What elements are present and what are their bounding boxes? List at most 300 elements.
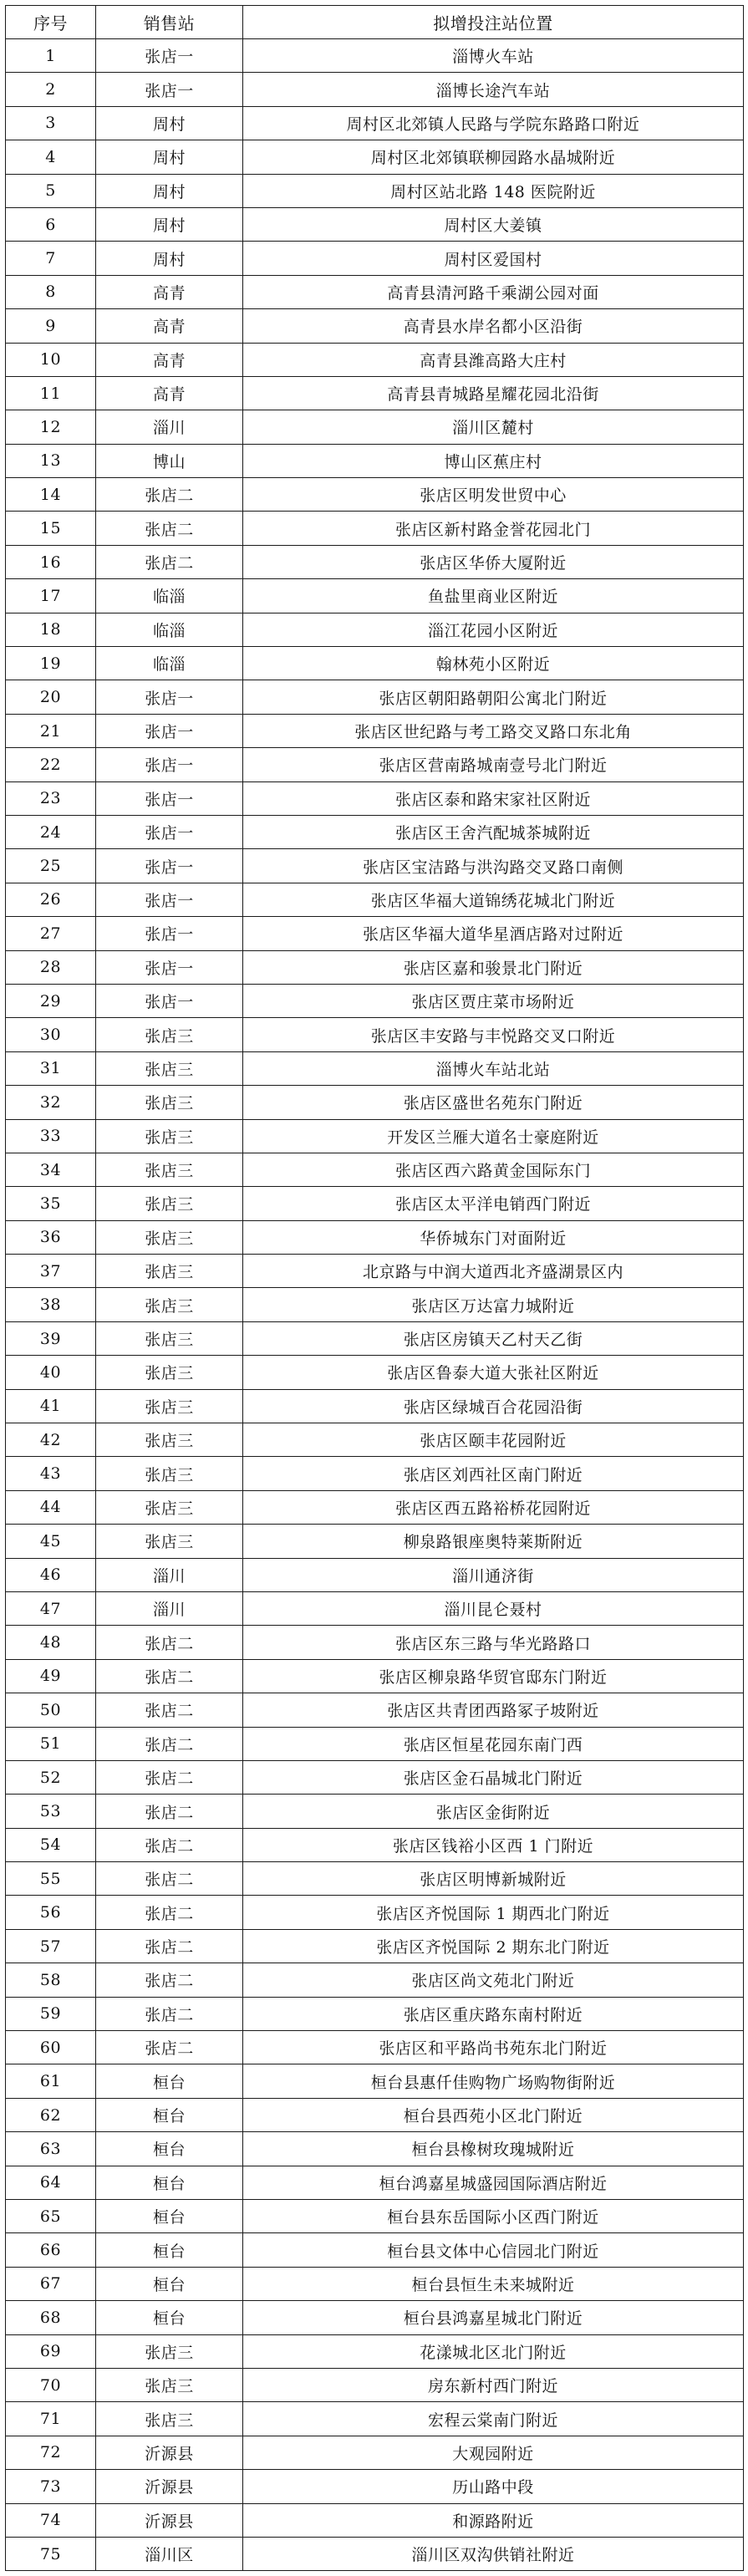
sales-station-cell: 张店一 bbox=[96, 815, 243, 848]
serial-number-cell: 12 bbox=[6, 410, 96, 444]
table-row bbox=[6, 1591, 744, 1625]
serial-number-cell: 24 bbox=[6, 815, 96, 848]
header-proposed-location: 拟增投注站位置 bbox=[243, 6, 744, 39]
serial-number-cell: 59 bbox=[6, 1997, 96, 2030]
location-cell: 大观园附近 bbox=[243, 2436, 744, 2469]
serial-number-cell: 11 bbox=[6, 376, 96, 410]
serial-number-cell: 65 bbox=[6, 2200, 96, 2233]
location-cell: 周村区站北路 148 医院附近 bbox=[243, 174, 744, 207]
sales-station-cell: 周村 bbox=[96, 207, 243, 241]
location-cell: 周村区大姜镇 bbox=[243, 207, 744, 241]
location-cell: 张店区金石晶城北门附近 bbox=[243, 1760, 744, 1794]
sales-station-cell: 张店三 bbox=[96, 1457, 243, 1490]
sales-station-cell: 张店一 bbox=[96, 984, 243, 1017]
sales-station-cell: 张店一 bbox=[96, 39, 243, 73]
serial-number-cell: 8 bbox=[6, 275, 96, 308]
table-row bbox=[6, 2334, 744, 2368]
location-cell: 桓台县橡树玫瑰城附近 bbox=[243, 2132, 744, 2166]
table-row bbox=[6, 1119, 744, 1153]
sales-station-cell: 张店二 bbox=[96, 1626, 243, 1659]
table-row bbox=[6, 1187, 744, 1220]
table-row bbox=[6, 1963, 744, 1997]
location-cell: 张店区世纪路与考工路交叉路口东北角 bbox=[243, 714, 744, 747]
location-cell: 张店区丰安路与丰悦路交叉口附近 bbox=[243, 1018, 744, 1051]
serial-number-cell: 33 bbox=[6, 1119, 96, 1153]
location-cell: 张店区贾庄菜市场附近 bbox=[243, 984, 744, 1017]
sales-station-cell: 张店三 bbox=[96, 1423, 243, 1457]
table-row bbox=[6, 2098, 744, 2131]
serial-number-cell: 36 bbox=[6, 1220, 96, 1254]
serial-number-cell: 73 bbox=[6, 2470, 96, 2503]
sales-station-cell: 高青 bbox=[96, 376, 243, 410]
location-cell: 张店区华福大道锦绣花城北门附近 bbox=[243, 883, 744, 916]
serial-number-cell: 26 bbox=[6, 883, 96, 916]
location-cell: 高青县清河路千乘湖公园对面 bbox=[243, 275, 744, 308]
table-row bbox=[6, 207, 744, 241]
serial-number-cell: 18 bbox=[6, 613, 96, 646]
sales-station-cell: 周村 bbox=[96, 140, 243, 174]
serial-number-cell: 19 bbox=[6, 647, 96, 680]
table-row bbox=[6, 1862, 744, 1896]
sales-station-cell: 沂源县 bbox=[96, 2470, 243, 2503]
sales-station-cell: 高青 bbox=[96, 343, 243, 376]
serial-number-cell: 54 bbox=[6, 1828, 96, 1861]
location-cell: 张店区新村路金誉花园北门 bbox=[243, 512, 744, 545]
serial-number-cell: 28 bbox=[6, 950, 96, 984]
serial-number-cell: 44 bbox=[6, 1490, 96, 1524]
table-row bbox=[6, 1795, 744, 1828]
table-row bbox=[6, 545, 744, 578]
location-cell: 开发区兰雁大道名士豪庭附近 bbox=[243, 1119, 744, 1153]
location-cell: 张店区盛世名苑东门附近 bbox=[243, 1086, 744, 1119]
table-row bbox=[6, 1896, 744, 1929]
table-row bbox=[6, 2402, 744, 2436]
sales-station-cell: 淄川 bbox=[96, 410, 243, 444]
table-row bbox=[6, 1423, 744, 1457]
sales-station-cell: 张店二 bbox=[96, 1659, 243, 1693]
table-row bbox=[6, 1760, 744, 1794]
sales-station-cell: 张店二 bbox=[96, 1997, 243, 2030]
sales-station-cell: 张店二 bbox=[96, 1963, 243, 1997]
location-cell: 张店区明博新城附近 bbox=[243, 1862, 744, 1896]
table-row bbox=[6, 1356, 744, 1389]
location-cell: 桓台县惠仟佳购物广场购物街附近 bbox=[243, 2064, 744, 2098]
serial-number-cell: 35 bbox=[6, 1187, 96, 1220]
table-row bbox=[6, 1321, 744, 1355]
location-cell: 张店区王舍汽配城茶城附近 bbox=[243, 815, 744, 848]
location-cell: 张店区西六路黄金国际东门 bbox=[243, 1153, 744, 1186]
location-cell: 张店区营南路城南壹号北门附近 bbox=[243, 748, 744, 781]
sales-station-cell: 张店二 bbox=[96, 1828, 243, 1861]
table-row bbox=[6, 1255, 744, 1288]
serial-number-cell: 47 bbox=[6, 1591, 96, 1625]
sales-station-cell: 淄川 bbox=[96, 1558, 243, 1591]
location-cell: 历山路中段 bbox=[243, 2470, 744, 2503]
serial-number-cell: 22 bbox=[6, 748, 96, 781]
table-row bbox=[6, 512, 744, 545]
table-row bbox=[6, 2166, 744, 2199]
table-row bbox=[6, 410, 744, 444]
serial-number-cell: 21 bbox=[6, 714, 96, 747]
table-row bbox=[6, 714, 744, 747]
sales-station-cell: 周村 bbox=[96, 242, 243, 275]
table-row bbox=[6, 1828, 744, 1861]
sales-station-cell: 沂源县 bbox=[96, 2503, 243, 2537]
table-row bbox=[6, 917, 744, 950]
sales-station-cell: 张店一 bbox=[96, 849, 243, 883]
serial-number-cell: 16 bbox=[6, 545, 96, 578]
table-row bbox=[6, 1997, 744, 2030]
table-row bbox=[6, 376, 744, 410]
sales-station-cell: 张店三 bbox=[96, 2402, 243, 2436]
serial-number-cell: 50 bbox=[6, 1693, 96, 1727]
sales-station-cell: 周村 bbox=[96, 174, 243, 207]
serial-number-cell: 5 bbox=[6, 174, 96, 207]
serial-number-cell: 52 bbox=[6, 1760, 96, 1794]
sales-station-cell: 张店三 bbox=[96, 2368, 243, 2401]
table-row bbox=[6, 1018, 744, 1051]
sales-station-cell: 淄川区 bbox=[96, 2537, 243, 2570]
table-body bbox=[6, 39, 744, 2571]
table-row bbox=[6, 444, 744, 477]
sales-station-cell: 张店二 bbox=[96, 1929, 243, 1963]
serial-number-cell: 40 bbox=[6, 1356, 96, 1389]
location-cell: 周村区爱国村 bbox=[243, 242, 744, 275]
location-cell: 张店区西五路裕桥花园附近 bbox=[243, 1490, 744, 1524]
location-cell: 周村区北郊镇人民路与学院东路路口附近 bbox=[243, 106, 744, 140]
sales-station-cell: 张店二 bbox=[96, 1896, 243, 1929]
table-row bbox=[6, 1086, 744, 1119]
serial-number-cell: 41 bbox=[6, 1389, 96, 1423]
sales-station-cell: 沂源县 bbox=[96, 2436, 243, 2469]
location-cell: 张店区钱裕小区西 1 门附近 bbox=[243, 1828, 744, 1861]
serial-number-cell: 6 bbox=[6, 207, 96, 241]
serial-number-cell: 72 bbox=[6, 2436, 96, 2469]
sales-station-cell: 桓台 bbox=[96, 2132, 243, 2166]
sales-station-cell: 张店一 bbox=[96, 781, 243, 815]
location-cell: 淄博长途汽车站 bbox=[243, 73, 744, 106]
location-cell: 淄川通济街 bbox=[243, 1558, 744, 1591]
location-cell: 张店区房镇天乙村天乙街 bbox=[243, 1321, 744, 1355]
serial-number-cell: 34 bbox=[6, 1153, 96, 1186]
sales-station-cell: 张店三 bbox=[96, 2334, 243, 2368]
table-row bbox=[6, 2200, 744, 2233]
table-row bbox=[6, 2132, 744, 2166]
serial-number-cell: 56 bbox=[6, 1896, 96, 1929]
table-row bbox=[6, 748, 744, 781]
serial-number-cell: 39 bbox=[6, 1321, 96, 1355]
table-row bbox=[6, 343, 744, 376]
serial-number-cell: 9 bbox=[6, 309, 96, 343]
sales-station-cell: 张店一 bbox=[96, 680, 243, 714]
location-cell: 张店区重庆路东南村附近 bbox=[243, 1997, 744, 2030]
location-cell: 宏程云棠南门附近 bbox=[243, 2402, 744, 2436]
sales-station-cell: 周村 bbox=[96, 106, 243, 140]
sales-station-cell: 张店二 bbox=[96, 2031, 243, 2064]
serial-number-cell: 1 bbox=[6, 39, 96, 73]
serial-number-cell: 53 bbox=[6, 1795, 96, 1828]
serial-number-cell: 32 bbox=[6, 1086, 96, 1119]
sales-station-cell: 张店三 bbox=[96, 1389, 243, 1423]
sales-station-cell: 张店一 bbox=[96, 714, 243, 747]
sales-station-cell: 桓台 bbox=[96, 2301, 243, 2334]
sales-station-cell: 张店二 bbox=[96, 1862, 243, 1896]
location-cell: 张店区颐丰花园附近 bbox=[243, 1423, 744, 1457]
sales-station-cell: 张店二 bbox=[96, 1760, 243, 1794]
sales-station-cell: 张店三 bbox=[96, 1525, 243, 1558]
location-cell: 博山区蕉庄村 bbox=[243, 444, 744, 477]
serial-number-cell: 63 bbox=[6, 2132, 96, 2166]
sales-station-cell: 淄川 bbox=[96, 1591, 243, 1625]
table-row bbox=[6, 39, 744, 73]
table-row bbox=[6, 815, 744, 848]
location-cell: 高青县水岸名都小区沿街 bbox=[243, 309, 744, 343]
table-row bbox=[6, 1490, 744, 1524]
table-row bbox=[6, 1693, 744, 1727]
location-cell: 张店区和平路尚书苑东北门附近 bbox=[243, 2031, 744, 2064]
location-cell: 和源路附近 bbox=[243, 2503, 744, 2537]
serial-number-cell: 43 bbox=[6, 1457, 96, 1490]
location-cell: 张店区嘉和骏景北门附近 bbox=[243, 950, 744, 984]
serial-number-cell: 75 bbox=[6, 2537, 96, 2570]
serial-number-cell: 46 bbox=[6, 1558, 96, 1591]
location-cell: 高青县潍高路大庄村 bbox=[243, 343, 744, 376]
table-row bbox=[6, 1525, 744, 1558]
table-row bbox=[6, 2031, 744, 2064]
header-serial-number: 序号 bbox=[6, 6, 96, 39]
serial-number-cell: 60 bbox=[6, 2031, 96, 2064]
table-row bbox=[6, 1220, 744, 1254]
location-cell: 张店区万达富力城附近 bbox=[243, 1288, 744, 1321]
serial-number-cell: 30 bbox=[6, 1018, 96, 1051]
sales-station-cell: 桓台 bbox=[96, 2233, 243, 2267]
sales-station-cell: 张店三 bbox=[96, 1288, 243, 1321]
sales-station-cell: 博山 bbox=[96, 444, 243, 477]
serial-number-cell: 51 bbox=[6, 1727, 96, 1760]
location-cell: 鱼盐里商业区附近 bbox=[243, 579, 744, 613]
location-cell: 桓台县西苑小区北门附近 bbox=[243, 2098, 744, 2131]
table-row bbox=[6, 309, 744, 343]
location-cell: 张店区华福大道华星酒店路对过附近 bbox=[243, 917, 744, 950]
location-cell: 张店区柳泉路华贸官邸东门附近 bbox=[243, 1659, 744, 1693]
table-row bbox=[6, 2368, 744, 2401]
location-cell: 高青县青城路星耀花园北沿街 bbox=[243, 376, 744, 410]
location-cell: 桓台县东岳国际小区西门附近 bbox=[243, 2200, 744, 2233]
location-cell: 张店区泰和路宋家社区附近 bbox=[243, 781, 744, 815]
location-cell: 张店区金街附近 bbox=[243, 1795, 744, 1828]
serial-number-cell: 2 bbox=[6, 73, 96, 106]
table-row bbox=[6, 242, 744, 275]
serial-number-cell: 71 bbox=[6, 2402, 96, 2436]
serial-number-cell: 17 bbox=[6, 579, 96, 613]
serial-number-cell: 38 bbox=[6, 1288, 96, 1321]
sales-station-cell: 桓台 bbox=[96, 2267, 243, 2300]
location-cell: 桓台鸿嘉星城盛园国际酒店附近 bbox=[243, 2166, 744, 2199]
location-cell: 淄博火车站北站 bbox=[243, 1051, 744, 1085]
serial-number-cell: 7 bbox=[6, 242, 96, 275]
sales-station-cell: 临淄 bbox=[96, 579, 243, 613]
serial-number-cell: 61 bbox=[6, 2064, 96, 2098]
table-row bbox=[6, 2267, 744, 2300]
sales-station-cell: 张店三 bbox=[96, 1220, 243, 1254]
sales-station-cell: 桓台 bbox=[96, 2200, 243, 2233]
sales-station-cell: 张店三 bbox=[96, 1356, 243, 1389]
table-row bbox=[6, 1153, 744, 1186]
location-cell: 张店区恒星花园东南门西 bbox=[243, 1727, 744, 1760]
table-row bbox=[6, 275, 744, 308]
table-row bbox=[6, 2301, 744, 2334]
serial-number-cell: 37 bbox=[6, 1255, 96, 1288]
serial-number-cell: 69 bbox=[6, 2334, 96, 2368]
location-cell: 张店区太平洋电销西门附近 bbox=[243, 1187, 744, 1220]
table-row bbox=[6, 1288, 744, 1321]
serial-number-cell: 68 bbox=[6, 2301, 96, 2334]
serial-number-cell: 20 bbox=[6, 680, 96, 714]
sales-station-cell: 张店二 bbox=[96, 1727, 243, 1760]
serial-number-cell: 66 bbox=[6, 2233, 96, 2267]
serial-number-cell: 29 bbox=[6, 984, 96, 1017]
serial-number-cell: 10 bbox=[6, 343, 96, 376]
sales-station-cell: 桓台 bbox=[96, 2064, 243, 2098]
sales-station-cell: 张店三 bbox=[96, 1119, 243, 1153]
serial-number-cell: 62 bbox=[6, 2098, 96, 2131]
serial-number-cell: 3 bbox=[6, 106, 96, 140]
table-row bbox=[6, 984, 744, 1017]
location-cell: 张店区尚文苑北门附近 bbox=[243, 1963, 744, 1997]
sales-station-cell: 张店一 bbox=[96, 748, 243, 781]
table-row bbox=[6, 1727, 744, 1760]
serial-number-cell: 4 bbox=[6, 140, 96, 174]
table-row bbox=[6, 1929, 744, 1963]
serial-number-cell: 15 bbox=[6, 512, 96, 545]
location-cell: 房东新村西门附近 bbox=[243, 2368, 744, 2401]
serial-number-cell: 13 bbox=[6, 444, 96, 477]
location-cell: 张店区明发世贸中心 bbox=[243, 478, 744, 512]
sales-station-cell: 桓台 bbox=[96, 2098, 243, 2131]
table-row bbox=[6, 106, 744, 140]
location-cell: 桓台县恒生未来城附近 bbox=[243, 2267, 744, 2300]
serial-number-cell: 14 bbox=[6, 478, 96, 512]
sales-station-cell: 张店一 bbox=[96, 883, 243, 916]
serial-number-cell: 64 bbox=[6, 2166, 96, 2199]
serial-number-cell: 42 bbox=[6, 1423, 96, 1457]
table-row bbox=[6, 2537, 744, 2570]
table-row bbox=[6, 2470, 744, 2503]
sales-station-cell: 张店一 bbox=[96, 917, 243, 950]
sales-station-cell: 张店三 bbox=[96, 1051, 243, 1085]
sales-station-cell: 临淄 bbox=[96, 613, 243, 646]
table-row bbox=[6, 1626, 744, 1659]
sales-station-cell: 张店二 bbox=[96, 1693, 243, 1727]
sales-station-cell: 张店三 bbox=[96, 1490, 243, 1524]
location-cell: 北京路与中润大道西北齐盛湖景区内 bbox=[243, 1255, 744, 1288]
serial-number-cell: 49 bbox=[6, 1659, 96, 1693]
serial-number-cell: 45 bbox=[6, 1525, 96, 1558]
sales-station-cell: 张店三 bbox=[96, 1187, 243, 1220]
location-cell: 张店区东三路与华光路路口 bbox=[243, 1626, 744, 1659]
location-cell: 张店区刘西社区南门附近 bbox=[243, 1457, 744, 1490]
serial-number-cell: 27 bbox=[6, 917, 96, 950]
table-row bbox=[6, 1457, 744, 1490]
header-sales-station: 销售站 bbox=[96, 6, 243, 39]
sales-station-cell: 张店三 bbox=[96, 1321, 243, 1355]
table-row bbox=[6, 2503, 744, 2537]
table-row bbox=[6, 1659, 744, 1693]
location-cell: 张店区朝阳路朝阳公寓北门附近 bbox=[243, 680, 744, 714]
table-row bbox=[6, 849, 744, 883]
station-table-sheet bbox=[5, 5, 743, 2571]
sales-station-cell: 张店三 bbox=[96, 1018, 243, 1051]
serial-number-cell: 25 bbox=[6, 849, 96, 883]
location-cell: 淄博火车站 bbox=[243, 39, 744, 73]
sales-station-cell: 张店一 bbox=[96, 950, 243, 984]
location-cell: 张店区共青团西路冢子坡附近 bbox=[243, 1693, 744, 1727]
sales-station-cell: 临淄 bbox=[96, 647, 243, 680]
table-row bbox=[6, 579, 744, 613]
table-row bbox=[6, 1558, 744, 1591]
table-row bbox=[6, 2436, 744, 2469]
sales-station-cell: 高青 bbox=[96, 309, 243, 343]
sales-station-cell: 张店三 bbox=[96, 1255, 243, 1288]
table-row bbox=[6, 950, 744, 984]
sales-station-cell: 张店二 bbox=[96, 545, 243, 578]
sales-station-cell: 桓台 bbox=[96, 2166, 243, 2199]
table-row bbox=[6, 174, 744, 207]
table-row bbox=[6, 647, 744, 680]
table-row bbox=[6, 781, 744, 815]
location-cell: 淄川昆仑聂村 bbox=[243, 1591, 744, 1625]
sales-station-cell: 张店三 bbox=[96, 1153, 243, 1186]
sales-station-cell: 张店二 bbox=[96, 512, 243, 545]
table-row bbox=[6, 613, 744, 646]
location-cell: 张店区绿城百合花园沿街 bbox=[243, 1389, 744, 1423]
sales-station-cell: 张店一 bbox=[96, 73, 243, 106]
serial-number-cell: 74 bbox=[6, 2503, 96, 2537]
table-row bbox=[6, 478, 744, 512]
header-row bbox=[6, 6, 744, 39]
location-cell: 张店区华侨大厦附近 bbox=[243, 545, 744, 578]
serial-number-cell: 70 bbox=[6, 2368, 96, 2401]
table-row bbox=[6, 883, 744, 916]
serial-number-cell: 31 bbox=[6, 1051, 96, 1085]
location-cell: 花漾城北区北门附近 bbox=[243, 2334, 744, 2368]
location-cell: 柳泉路银座奥特莱斯附近 bbox=[243, 1525, 744, 1558]
location-cell: 淄江花园小区附近 bbox=[243, 613, 744, 646]
sales-station-cell: 张店三 bbox=[96, 1086, 243, 1119]
table-row bbox=[6, 1051, 744, 1085]
location-cell: 张店区齐悦国际 2 期东北门附近 bbox=[243, 1929, 744, 1963]
location-cell: 淄川区麓村 bbox=[243, 410, 744, 444]
location-cell: 翰林苑小区附近 bbox=[243, 647, 744, 680]
serial-number-cell: 67 bbox=[6, 2267, 96, 2300]
serial-number-cell: 55 bbox=[6, 1862, 96, 1896]
serial-number-cell: 48 bbox=[6, 1626, 96, 1659]
station-table bbox=[5, 5, 744, 2571]
sales-station-cell: 张店二 bbox=[96, 1795, 243, 1828]
table-row bbox=[6, 73, 744, 106]
location-cell: 华侨城东门对面附近 bbox=[243, 1220, 744, 1254]
serial-number-cell: 23 bbox=[6, 781, 96, 815]
table-row bbox=[6, 1389, 744, 1423]
sales-station-cell: 张店二 bbox=[96, 478, 243, 512]
location-cell: 淄川区双沟供销社附近 bbox=[243, 2537, 744, 2570]
table-row bbox=[6, 680, 744, 714]
location-cell: 桓台县文体中心信园北门附近 bbox=[243, 2233, 744, 2267]
location-cell: 桓台县鸿嘉星城北门附近 bbox=[243, 2301, 744, 2334]
sales-station-cell: 高青 bbox=[96, 275, 243, 308]
serial-number-cell: 58 bbox=[6, 1963, 96, 1997]
serial-number-cell: 57 bbox=[6, 1929, 96, 1963]
